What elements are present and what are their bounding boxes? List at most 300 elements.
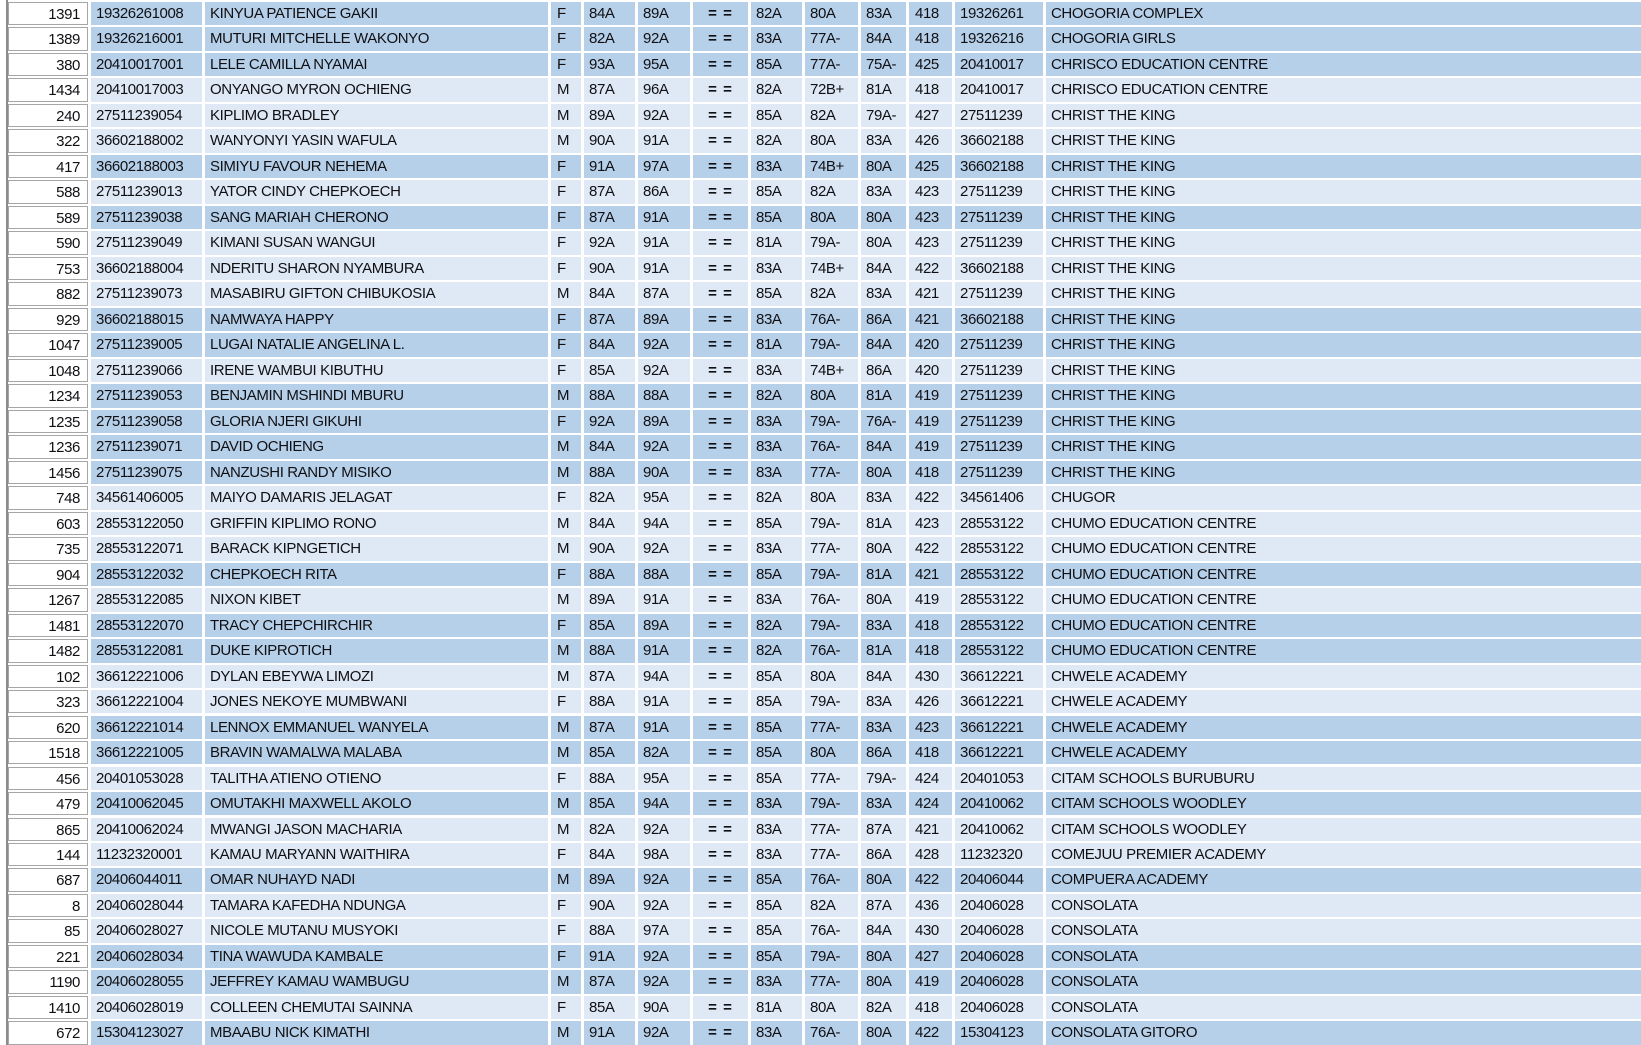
cell-school-name[interactable]: CHRIST THE KING <box>1046 104 1641 127</box>
cell-rank[interactable]: 1048 <box>8 359 88 382</box>
cell-score-4[interactable]: 82A <box>805 180 858 203</box>
cell-score-5[interactable]: 86A <box>861 741 906 764</box>
cell-score-5[interactable]: 83A <box>861 614 906 637</box>
cell-rank[interactable]: 240 <box>8 104 88 127</box>
cell-equals[interactable]: = = <box>693 512 748 535</box>
cell-rank[interactable]: 1482 <box>8 639 88 662</box>
cell-index-number[interactable]: 27511239038 <box>91 206 202 229</box>
cell-school-name[interactable]: CHUMO EDUCATION CENTRE <box>1046 614 1641 637</box>
cell-gender[interactable]: F <box>551 894 581 917</box>
cell-gender[interactable]: F <box>551 359 581 382</box>
cell-equals[interactable]: = = <box>693 996 748 1019</box>
cell-name[interactable]: DAVID OCHIENG <box>205 435 548 458</box>
cell-score-1[interactable]: 85A <box>584 996 635 1019</box>
cell-score-4[interactable]: 77A- <box>805 716 858 739</box>
cell-name[interactable]: NICOLE MUTANU MUSYOKI <box>205 919 548 942</box>
cell-total[interactable]: 422 <box>909 1021 952 1044</box>
cell-score-5[interactable]: 83A <box>861 129 906 152</box>
cell-total[interactable]: 418 <box>909 614 952 637</box>
cell-rank[interactable]: 672 <box>8 1021 88 1044</box>
cell-score-4[interactable]: 76A- <box>805 919 858 942</box>
cell-score-2[interactable]: 91A <box>638 129 690 152</box>
cell-score-4[interactable]: 76A- <box>805 588 858 611</box>
cell-score-3[interactable]: 85A <box>751 945 802 968</box>
cell-gender[interactable]: M <box>551 792 581 815</box>
cell-score-4[interactable]: 74B+ <box>805 257 858 280</box>
cell-rank[interactable]: 380 <box>8 53 88 76</box>
cell-name[interactable]: LENNOX EMMANUEL WANYELA <box>205 716 548 739</box>
cell-gender[interactable]: M <box>551 665 581 688</box>
cell-score-4[interactable]: 74B+ <box>805 155 858 178</box>
cell-school-name[interactable]: CHUGOR <box>1046 486 1641 509</box>
cell-score-3[interactable]: 82A <box>751 639 802 662</box>
cell-rank[interactable]: 221 <box>8 945 88 968</box>
cell-total[interactable]: 424 <box>909 767 952 790</box>
cell-name[interactable]: BENJAMIN MSHINDI MBURU <box>205 384 548 407</box>
cell-equals[interactable]: = = <box>693 690 748 713</box>
cell-equals[interactable]: = = <box>693 206 748 229</box>
cell-rank[interactable]: 620 <box>8 716 88 739</box>
cell-gender[interactable]: M <box>551 435 581 458</box>
cell-equals[interactable]: = = <box>693 78 748 101</box>
cell-score-1[interactable]: 90A <box>584 257 635 280</box>
cell-score-5[interactable]: 79A- <box>861 767 906 790</box>
cell-equals[interactable]: = = <box>693 435 748 458</box>
cell-score-5[interactable]: 81A <box>861 512 906 535</box>
cell-index-number[interactable]: 19326261008 <box>91 2 202 25</box>
cell-score-5[interactable]: 87A <box>861 894 906 917</box>
cell-score-5[interactable]: 83A <box>861 282 906 305</box>
cell-total[interactable]: 420 <box>909 359 952 382</box>
cell-score-2[interactable]: 94A <box>638 512 690 535</box>
cell-score-1[interactable]: 89A <box>584 104 635 127</box>
cell-school-name[interactable]: CHUMO EDUCATION CENTRE <box>1046 588 1641 611</box>
cell-name[interactable]: KIMANI SUSAN WANGUI <box>205 231 548 254</box>
cell-equals[interactable]: = = <box>693 308 748 331</box>
cell-school-code[interactable]: 20406028 <box>955 996 1043 1019</box>
cell-score-3[interactable]: 82A <box>751 129 802 152</box>
cell-score-2[interactable]: 94A <box>638 792 690 815</box>
cell-total[interactable]: 419 <box>909 588 952 611</box>
cell-school-name[interactable]: CHRIST THE KING <box>1046 333 1641 356</box>
cell-score-2[interactable]: 91A <box>638 716 690 739</box>
cell-score-4[interactable]: 77A- <box>805 767 858 790</box>
cell-score-3[interactable]: 83A <box>751 1021 802 1044</box>
cell-score-2[interactable]: 86A <box>638 180 690 203</box>
cell-score-4[interactable]: 80A <box>805 741 858 764</box>
cell-school-name[interactable]: CHRIST THE KING <box>1046 129 1641 152</box>
cell-total[interactable]: 427 <box>909 104 952 127</box>
cell-gender[interactable]: M <box>551 868 581 891</box>
cell-rank[interactable]: 323 <box>8 690 88 713</box>
cell-total[interactable]: 419 <box>909 410 952 433</box>
cell-gender[interactable]: M <box>551 588 581 611</box>
cell-name[interactable]: NIXON KIBET <box>205 588 548 611</box>
cell-school-name[interactable]: CHRIST THE KING <box>1046 384 1641 407</box>
cell-total[interactable]: 422 <box>909 257 952 280</box>
cell-name[interactable]: GLORIA NJERI GIKUHI <box>205 410 548 433</box>
cell-school-code[interactable]: 27511239 <box>955 461 1043 484</box>
cell-score-1[interactable]: 84A <box>584 435 635 458</box>
cell-equals[interactable]: = = <box>693 257 748 280</box>
cell-score-3[interactable]: 83A <box>751 537 802 560</box>
cell-score-4[interactable]: 74B+ <box>805 359 858 382</box>
cell-school-code[interactable]: 20406028 <box>955 970 1043 993</box>
cell-school-code[interactable]: 27511239 <box>955 333 1043 356</box>
cell-total[interactable]: 421 <box>909 563 952 586</box>
cell-gender[interactable]: M <box>551 716 581 739</box>
cell-name[interactable]: MASABIRU GIFTON CHIBUKOSIA <box>205 282 548 305</box>
cell-school-name[interactable]: CHRIST THE KING <box>1046 231 1641 254</box>
cell-score-1[interactable]: 84A <box>584 333 635 356</box>
cell-score-3[interactable]: 85A <box>751 206 802 229</box>
cell-score-4[interactable]: 77A- <box>805 970 858 993</box>
cell-rank[interactable]: 1047 <box>8 333 88 356</box>
cell-score-1[interactable]: 87A <box>584 308 635 331</box>
cell-rank[interactable]: 1190 <box>8 970 88 993</box>
cell-name[interactable]: DYLAN EBEYWA LIMOZI <box>205 665 548 688</box>
cell-index-number[interactable]: 20401053028 <box>91 767 202 790</box>
cell-equals[interactable]: = = <box>693 129 748 152</box>
cell-score-4[interactable]: 82A <box>805 894 858 917</box>
cell-school-code[interactable]: 27511239 <box>955 180 1043 203</box>
cell-index-number[interactable]: 27511239013 <box>91 180 202 203</box>
cell-rank[interactable]: 322 <box>8 129 88 152</box>
cell-gender[interactable]: F <box>551 919 581 942</box>
cell-score-4[interactable]: 79A- <box>805 945 858 968</box>
cell-equals[interactable]: = = <box>693 716 748 739</box>
cell-equals[interactable]: = = <box>693 818 748 841</box>
cell-score-3[interactable]: 83A <box>751 843 802 866</box>
cell-school-code[interactable]: 27511239 <box>955 104 1043 127</box>
cell-score-1[interactable]: 91A <box>584 945 635 968</box>
cell-equals[interactable]: = = <box>693 1021 748 1044</box>
cell-equals[interactable]: = = <box>693 410 748 433</box>
cell-total[interactable]: 426 <box>909 690 952 713</box>
cell-school-code[interactable]: 28553122 <box>955 588 1043 611</box>
cell-score-2[interactable]: 89A <box>638 614 690 637</box>
cell-score-2[interactable]: 98A <box>638 843 690 866</box>
cell-school-name[interactable]: CHRIST THE KING <box>1046 282 1641 305</box>
cell-total[interactable]: 422 <box>909 868 952 891</box>
cell-rank[interactable]: 589 <box>8 206 88 229</box>
cell-name[interactable]: SIMIYU FAVOUR NEHEMA <box>205 155 548 178</box>
cell-equals[interactable]: = = <box>693 894 748 917</box>
cell-school-code[interactable]: 36602188 <box>955 155 1043 178</box>
cell-school-code[interactable]: 36612221 <box>955 716 1043 739</box>
cell-score-4[interactable]: 79A- <box>805 333 858 356</box>
cell-gender[interactable]: M <box>551 282 581 305</box>
cell-total[interactable]: 423 <box>909 206 952 229</box>
cell-school-name[interactable]: CHRIST THE KING <box>1046 410 1641 433</box>
cell-rank[interactable]: 753 <box>8 257 88 280</box>
cell-total[interactable]: 418 <box>909 2 952 25</box>
cell-total[interactable]: 426 <box>909 129 952 152</box>
cell-index-number[interactable]: 28553122050 <box>91 512 202 535</box>
cell-equals[interactable]: = = <box>693 104 748 127</box>
cell-total[interactable]: 423 <box>909 716 952 739</box>
cell-score-5[interactable]: 83A <box>861 792 906 815</box>
cell-gender[interactable]: F <box>551 2 581 25</box>
cell-index-number[interactable]: 27511239053 <box>91 384 202 407</box>
cell-equals[interactable]: = = <box>693 665 748 688</box>
cell-school-name[interactable]: CHRIST THE KING <box>1046 155 1641 178</box>
cell-name[interactable]: COLLEEN CHEMUTAI SAINNA <box>205 996 548 1019</box>
cell-name[interactable]: KIPLIMO BRADLEY <box>205 104 548 127</box>
cell-total[interactable]: 418 <box>909 461 952 484</box>
cell-rank[interactable]: 1234 <box>8 384 88 407</box>
cell-score-2[interactable]: 89A <box>638 2 690 25</box>
cell-score-3[interactable]: 81A <box>751 996 802 1019</box>
cell-index-number[interactable]: 27511239066 <box>91 359 202 382</box>
cell-score-5[interactable]: 80A <box>861 155 906 178</box>
cell-school-name[interactable]: CHRIST THE KING <box>1046 257 1641 280</box>
cell-score-2[interactable]: 92A <box>638 945 690 968</box>
cell-score-5[interactable]: 80A <box>861 206 906 229</box>
cell-total[interactable]: 423 <box>909 180 952 203</box>
cell-score-4[interactable]: 82A <box>805 282 858 305</box>
cell-rank[interactable]: 603 <box>8 512 88 535</box>
cell-school-code[interactable]: 20410062 <box>955 792 1043 815</box>
cell-index-number[interactable]: 36602188004 <box>91 257 202 280</box>
cell-score-4[interactable]: 77A- <box>805 461 858 484</box>
cell-gender[interactable]: F <box>551 155 581 178</box>
cell-score-1[interactable]: 87A <box>584 180 635 203</box>
cell-score-1[interactable]: 82A <box>584 486 635 509</box>
cell-score-5[interactable]: 81A <box>861 563 906 586</box>
cell-rank[interactable]: 1481 <box>8 614 88 637</box>
cell-rank[interactable]: 1456 <box>8 461 88 484</box>
cell-score-3[interactable]: 83A <box>751 970 802 993</box>
cell-school-name[interactable]: CHWELE ACADEMY <box>1046 716 1641 739</box>
cell-school-code[interactable]: 36602188 <box>955 129 1043 152</box>
cell-index-number[interactable]: 36612221004 <box>91 690 202 713</box>
cell-gender[interactable]: F <box>551 53 581 76</box>
cell-score-2[interactable]: 92A <box>638 1021 690 1044</box>
cell-school-code[interactable]: 20410017 <box>955 78 1043 101</box>
cell-school-name[interactable]: CHRIST THE KING <box>1046 461 1641 484</box>
cell-name[interactable]: MWANGI JASON MACHARIA <box>205 818 548 841</box>
cell-score-3[interactable]: 83A <box>751 461 802 484</box>
cell-rank[interactable]: 735 <box>8 537 88 560</box>
cell-index-number[interactable]: 36612221005 <box>91 741 202 764</box>
cell-score-5[interactable]: 76A- <box>861 410 906 433</box>
cell-score-2[interactable]: 92A <box>638 537 690 560</box>
cell-equals[interactable]: = = <box>693 919 748 942</box>
cell-score-4[interactable]: 80A <box>805 996 858 1019</box>
cell-school-name[interactable]: CHUMO EDUCATION CENTRE <box>1046 639 1641 662</box>
cell-total[interactable]: 418 <box>909 741 952 764</box>
cell-score-2[interactable]: 91A <box>638 690 690 713</box>
cell-school-code[interactable]: 36612221 <box>955 690 1043 713</box>
cell-school-code[interactable]: 27511239 <box>955 282 1043 305</box>
cell-name[interactable]: MBAABU NICK KIMATHI <box>205 1021 548 1044</box>
cell-score-5[interactable]: 83A <box>861 690 906 713</box>
cell-score-4[interactable]: 79A- <box>805 690 858 713</box>
cell-score-3[interactable]: 85A <box>751 741 802 764</box>
cell-school-name[interactable]: CHRIST THE KING <box>1046 308 1641 331</box>
cell-score-4[interactable]: 77A- <box>805 27 858 50</box>
cell-gender[interactable]: F <box>551 257 581 280</box>
cell-score-2[interactable]: 88A <box>638 563 690 586</box>
cell-score-2[interactable]: 91A <box>638 588 690 611</box>
cell-school-name[interactable]: CHUMO EDUCATION CENTRE <box>1046 537 1641 560</box>
cell-score-1[interactable]: 92A <box>584 231 635 254</box>
cell-score-3[interactable]: 83A <box>751 308 802 331</box>
cell-index-number[interactable]: 28553122032 <box>91 563 202 586</box>
cell-gender[interactable]: F <box>551 231 581 254</box>
cell-school-name[interactable]: CONSOLATA <box>1046 894 1641 917</box>
cell-school-code[interactable]: 20406028 <box>955 919 1043 942</box>
cell-score-2[interactable]: 92A <box>638 868 690 891</box>
cell-school-code[interactable]: 27511239 <box>955 231 1043 254</box>
cell-score-4[interactable]: 77A- <box>805 53 858 76</box>
cell-index-number[interactable]: 27511239058 <box>91 410 202 433</box>
cell-equals[interactable]: = = <box>693 180 748 203</box>
cell-score-2[interactable]: 92A <box>638 104 690 127</box>
cell-score-5[interactable]: 84A <box>861 333 906 356</box>
cell-score-1[interactable]: 88A <box>584 461 635 484</box>
cell-score-4[interactable]: 79A- <box>805 792 858 815</box>
cell-score-1[interactable]: 87A <box>584 665 635 688</box>
cell-gender[interactable]: F <box>551 410 581 433</box>
cell-score-5[interactable]: 87A <box>861 818 906 841</box>
cell-school-code[interactable]: 36612221 <box>955 741 1043 764</box>
cell-score-1[interactable]: 90A <box>584 537 635 560</box>
cell-score-2[interactable]: 90A <box>638 996 690 1019</box>
cell-name[interactable]: SANG MARIAH CHERONO <box>205 206 548 229</box>
cell-score-4[interactable]: 76A- <box>805 435 858 458</box>
cell-school-name[interactable]: COMEJUU PREMIER ACADEMY <box>1046 843 1641 866</box>
cell-score-3[interactable]: 83A <box>751 818 802 841</box>
cell-gender[interactable]: M <box>551 78 581 101</box>
cell-name[interactable]: LELE CAMILLA NYAMAI <box>205 53 548 76</box>
cell-score-3[interactable]: 85A <box>751 180 802 203</box>
cell-score-5[interactable]: 83A <box>861 716 906 739</box>
cell-score-2[interactable]: 89A <box>638 308 690 331</box>
cell-index-number[interactable]: 27511239005 <box>91 333 202 356</box>
cell-name[interactable]: WANYONYI YASIN WAFULA <box>205 129 548 152</box>
cell-score-2[interactable]: 95A <box>638 53 690 76</box>
cell-score-5[interactable]: 80A <box>861 537 906 560</box>
cell-score-2[interactable]: 87A <box>638 282 690 305</box>
cell-score-2[interactable]: 92A <box>638 894 690 917</box>
cell-index-number[interactable]: 20406028034 <box>91 945 202 968</box>
cell-school-name[interactable]: CONSOLATA <box>1046 945 1641 968</box>
cell-name[interactable]: MAIYO DAMARIS JELAGAT <box>205 486 548 509</box>
cell-school-name[interactable]: CONSOLATA GITORO <box>1046 1021 1641 1044</box>
cell-index-number[interactable]: 36602188015 <box>91 308 202 331</box>
cell-gender[interactable]: M <box>551 970 581 993</box>
cell-score-1[interactable]: 82A <box>584 818 635 841</box>
cell-name[interactable]: NDERITU SHARON NYAMBURA <box>205 257 548 280</box>
cell-score-2[interactable]: 95A <box>638 486 690 509</box>
cell-school-code[interactable]: 28553122 <box>955 614 1043 637</box>
cell-name[interactable]: JEFFREY KAMAU WAMBUGU <box>205 970 548 993</box>
cell-score-3[interactable]: 85A <box>751 894 802 917</box>
cell-total[interactable]: 430 <box>909 919 952 942</box>
cell-school-name[interactable]: CHRIST THE KING <box>1046 359 1641 382</box>
cell-score-1[interactable]: 88A <box>584 563 635 586</box>
cell-index-number[interactable]: 20406028044 <box>91 894 202 917</box>
cell-score-3[interactable]: 81A <box>751 231 802 254</box>
cell-school-code[interactable]: 20410017 <box>955 53 1043 76</box>
cell-score-1[interactable]: 87A <box>584 78 635 101</box>
cell-score-4[interactable]: 76A- <box>805 868 858 891</box>
cell-score-3[interactable]: 85A <box>751 716 802 739</box>
cell-score-3[interactable]: 82A <box>751 78 802 101</box>
cell-school-name[interactable]: CITAM SCHOOLS WOODLEY <box>1046 792 1641 815</box>
cell-index-number[interactable]: 19326216001 <box>91 27 202 50</box>
cell-rank[interactable]: 865 <box>8 818 88 841</box>
cell-total[interactable]: 423 <box>909 231 952 254</box>
cell-score-5[interactable]: 86A <box>861 359 906 382</box>
cell-score-1[interactable]: 85A <box>584 741 635 764</box>
cell-score-5[interactable]: 83A <box>861 2 906 25</box>
cell-score-5[interactable]: 83A <box>861 486 906 509</box>
cell-gender[interactable]: F <box>551 843 581 866</box>
cell-score-5[interactable]: 80A <box>861 231 906 254</box>
cell-gender[interactable]: M <box>551 1021 581 1044</box>
cell-equals[interactable]: = = <box>693 359 748 382</box>
cell-name[interactable]: TRACY CHEPCHIRCHIR <box>205 614 548 637</box>
cell-score-2[interactable]: 96A <box>638 78 690 101</box>
cell-name[interactable]: BRAVIN WAMALWA MALABA <box>205 741 548 764</box>
cell-name[interactable]: DUKE KIPROTICH <box>205 639 548 662</box>
cell-score-4[interactable]: 79A- <box>805 614 858 637</box>
cell-index-number[interactable]: 28553122071 <box>91 537 202 560</box>
cell-total[interactable]: 421 <box>909 308 952 331</box>
cell-equals[interactable]: = = <box>693 486 748 509</box>
cell-name[interactable]: TINA WAWUDA KAMBALE <box>205 945 548 968</box>
cell-school-name[interactable]: CHRIST THE KING <box>1046 206 1641 229</box>
cell-equals[interactable]: = = <box>693 27 748 50</box>
cell-total[interactable]: 430 <box>909 665 952 688</box>
cell-school-code[interactable]: 28553122 <box>955 563 1043 586</box>
cell-school-code[interactable]: 20406028 <box>955 894 1043 917</box>
cell-rank[interactable]: 687 <box>8 868 88 891</box>
cell-score-1[interactable]: 84A <box>584 843 635 866</box>
cell-score-2[interactable]: 88A <box>638 384 690 407</box>
cell-school-name[interactable]: CITAM SCHOOLS BURUBURU <box>1046 767 1641 790</box>
cell-school-name[interactable]: CHWELE ACADEMY <box>1046 665 1641 688</box>
cell-score-3[interactable]: 85A <box>751 665 802 688</box>
cell-score-5[interactable]: 80A <box>861 1021 906 1044</box>
cell-score-4[interactable]: 76A- <box>805 1021 858 1044</box>
cell-score-1[interactable]: 88A <box>584 639 635 662</box>
cell-school-name[interactable]: CHOGORIA GIRLS <box>1046 27 1641 50</box>
cell-school-code[interactable]: 28553122 <box>955 512 1043 535</box>
cell-index-number[interactable]: 36612221006 <box>91 665 202 688</box>
cell-index-number[interactable]: 36602188003 <box>91 155 202 178</box>
cell-gender[interactable]: M <box>551 639 581 662</box>
cell-score-1[interactable]: 90A <box>584 129 635 152</box>
cell-school-code[interactable]: 20401053 <box>955 767 1043 790</box>
cell-index-number[interactable]: 15304123027 <box>91 1021 202 1044</box>
cell-gender[interactable]: F <box>551 206 581 229</box>
cell-score-5[interactable]: 79A- <box>861 104 906 127</box>
cell-name[interactable]: JONES NEKOYE MUMBWANI <box>205 690 548 713</box>
cell-score-1[interactable]: 90A <box>584 894 635 917</box>
cell-gender[interactable]: M <box>551 129 581 152</box>
cell-school-name[interactable]: CHRIST THE KING <box>1046 435 1641 458</box>
cell-name[interactable]: KINYUA PATIENCE GAKII <box>205 2 548 25</box>
cell-score-2[interactable]: 91A <box>638 206 690 229</box>
cell-name[interactable]: MUTURI MITCHELLE WAKONYO <box>205 27 548 50</box>
cell-rank[interactable]: 1267 <box>8 588 88 611</box>
cell-score-5[interactable]: 84A <box>861 257 906 280</box>
cell-index-number[interactable]: 27511239049 <box>91 231 202 254</box>
